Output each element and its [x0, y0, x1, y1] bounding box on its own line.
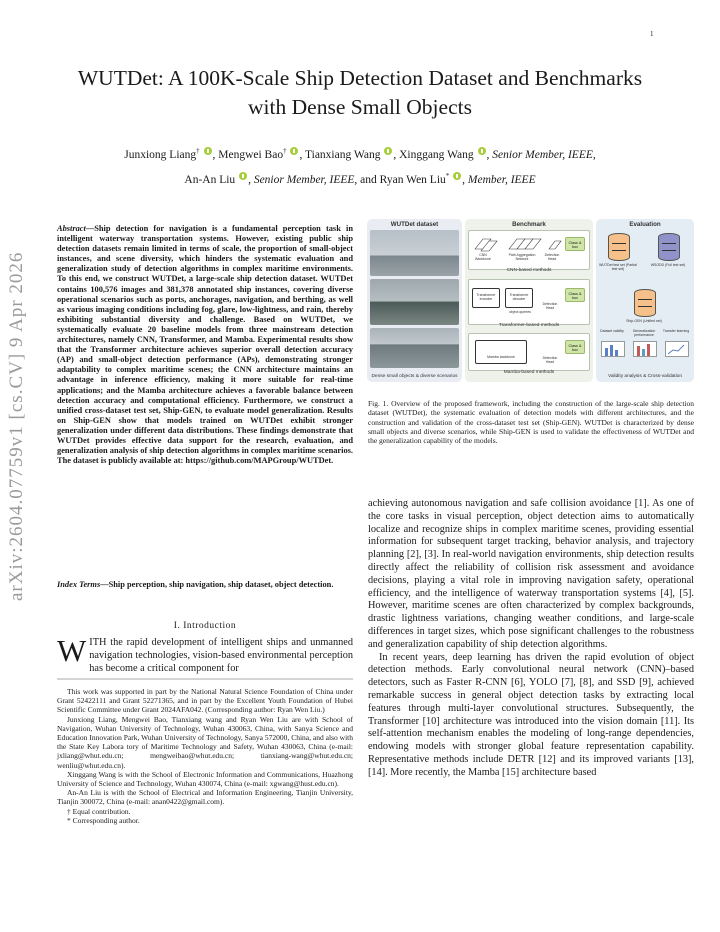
bar-chart-icon — [601, 341, 625, 357]
cnn-block: CNN Backbone Path Aggregation Network Detection Head Class & box — [468, 230, 590, 270]
abstract-text: —Ship detection for navigation is a fundamental perception task in intelligent waterway transportation systems. However, existing public ship detection datasets remain limited in terms of scale, the proportion of small-object instances, and scene diversity, which hinders the systematic evaluation and generalization study of detection algorithms in complex maritime environments. To this end, we construct WUTDet, a large-scale ship detection dataset. WUTDet contains 100,576 images and 381,378 annotated ship instances, covering diverse operational scenarios such as ports, anchorages, navigation, and berthing, as well as various imaging conditions including fog, glare, low-lightness, and rain, thereby exhibiting substantial diversity and challenge. Based on WUTDet, we systematically evaluate 20 baseline models from three mainstream detection architectures, namely CNN, Transformer, and Mamba. Experimental results show that the Transformer architecture achieves superior overall detection accuracy (AP) and small-object detection performance (APs), demonstrating stronger adaptability to complex maritime scenes; the CNN architecture maintains an advantage in inference efficiency, making it more suitable for real-time applications; and the Mamba architecture achieves a favorable balance between detection accuracy and computational efficiency. Furthermore, we construct a unified cross-dataset test set, Ship-GEN, to evaluate model generalization. Results on Ship-GEN show that models trained on WUTDet exhibit stronger generalization under different data distributions. These findings demonstrate that WUTDet provides effective data support for the research, evaluation, and generalization analysis of ship detection algorithms in complex maritime scenarios. The dataset is publicly available at: https://github.com/MAPGroup/WUTDet. — [57, 224, 353, 466]
author-2: Mengwei Bao — [218, 148, 284, 161]
intro-paragraph: In recent years, deep learning has driven the rapid evolution of object detection methods. Early convolutional neural network (CNN)–based detectors, such as Faster R-CNN [6], YOLO [7], [8], and SSD [9], achieved remarkable success in general object detection tasks by extracting local features through multi-layer convolutional structures. Subsequently, the Transformer [10] architecture was introduced into the vision domain [11]. Its self-attention mechanism enables the modeling of long-range dependencies, endowing models with stronger global feature representation capability. Representative methods include DETR [12] and its improved variants [13], [14]. More recently, the Mamba [15] architecture based — [368, 651, 694, 778]
evaluation-panel: Evaluation WUTDet test set (Partial test set) WSODD (Full test set) Ship-GEN (Unified set) Dataset validity Generalization performance Transfer learning Validity analysis & Cross-validation — [596, 219, 694, 382]
footnote-affiliation-3: An-An Liu is with the School of Electrical and Information Engineering, Tianjin University, Tianjin 300072, China (e-mail: anan0422@gmail.com). — [57, 788, 353, 807]
author-6: Ryan Wen Liu — [379, 173, 446, 186]
footnote-affiliation-1: Junxiong Liang, Mengwei Bao, Tianxiang wang and Ryan Wen Liu are with School of Navigation, Wuhan University of Technology, Wuhan 430063, China, with Sanya Science and Education Innovation Park, Wuhan University of Technology, Sanya 572000, China, and also with the State Key Labora tory of Maritime Technology and Safety, Wuhan 430063, China (e-mail: jxliang@whut.edu.cn; mengweibao@whut.edu.cn; tianxiang-wang@whut.edu.cn; wenliu@whut.edu.cn). — [57, 714, 353, 770]
author-3: Tianxiang Wang — [305, 148, 381, 161]
index-terms-label: Index Terms — [57, 580, 101, 589]
footnote-rule — [57, 678, 353, 680]
section-heading: I. Introduction — [173, 621, 237, 631]
author-4-role: Senior Member, IEEE, — [492, 148, 596, 161]
transformer-block: Transformer encoder Transformer decoder object queries Detection Head Class & box — [468, 279, 590, 325]
title-line-1: WUTDet: A 100K-Scale Ship Detection Dataset and Benchmarks — [77, 66, 643, 90]
paper-title — [60, 64, 660, 122]
ship-photo — [370, 230, 459, 276]
bar-chart-icon — [633, 341, 657, 357]
intro-right-column — [368, 498, 694, 780]
mamba-block: Mamba backbone Detection Head Class & box — [468, 333, 590, 371]
index-terms-text: —Ship perception, ship navigation, ship dataset, object detection. — [100, 580, 334, 589]
author-5: An-An Liu — [184, 173, 236, 186]
author-4: Xinggang Wang — [399, 148, 474, 161]
author-1: Junxiong Liang — [124, 148, 197, 161]
database-icon — [634, 289, 656, 317]
footnote-affiliation-2: Xinggang Wang is with the School of Electronic Information and Communications, Huazhong University of Science and Technology, Wuhan 430074, China (e-mail: xgwang@hust.edu.cn). — [57, 769, 353, 789]
footnotes — [57, 687, 353, 825]
caption-text: Overview of the proposed framework, including the construction of the large-scale ship detection dataset (WUTDet), the systematic evaluation of detection models with different architectures, and the construction and validation of the cross-dataset test set (Ship-GEN). WUTDet is characterized by dense small objects and diverse scenarios, while Ship-GEN is used to validate the effectiveness of WUTDet and the generalization capability of the models. — [368, 399, 695, 446]
database-icon — [658, 233, 680, 261]
title-line-2: with Dense Small Objects — [248, 95, 472, 119]
orcid-icon[interactable] — [239, 172, 247, 180]
orcid-icon[interactable] — [290, 147, 298, 155]
figure-caption — [368, 399, 694, 445]
database-icon — [608, 233, 630, 261]
benchmark-panel: Benchmark CNN Backbone Path Aggregation Network Detection Head Class & box CNN-based methods Transformer encoder Transformer decoder object queries Detection Head Class & box Transformer-based methods Mamba backbone Detection Head Class & box Mamba-based methods — [465, 219, 593, 382]
intro-left-paragraph: WITH the rapid development of intelligent ships and unmanned navigation technologies, vision-based environmental perception has become a critical component for — [57, 633, 353, 674]
cnn-diagram-icon — [473, 235, 563, 253]
ship-photo — [370, 328, 459, 368]
figure-1 — [367, 219, 694, 382]
footnote-corresponding: * Corresponding author. — [67, 815, 140, 825]
dataset-panel: WUTDet dataset Dense small objects & diverse scenarios — [367, 219, 462, 382]
caption-label: Fig. 1. — [368, 399, 389, 408]
arxiv-identifier: arXiv:2604.07759v1 [cs.CV] 9 Apr 2026 — [6, 251, 27, 601]
footnote-funding: This work was supported in part by the National Natural Science Foundation of China under Grant 52422111 and Grant 52271365, and in part by the Excellent Youth Foundation of Hubei Scientific Committee under Grant 2024AFA042. (Corresponding author: Ryan Wen Liu.) — [57, 687, 353, 715]
drop-cap: W — [57, 633, 87, 668]
page-number: 1 — [650, 30, 654, 38]
orcid-icon[interactable] — [453, 172, 461, 180]
index-terms — [57, 580, 353, 590]
abstract-label: Abstract — [57, 224, 86, 233]
footnote-equal-contribution: † Equal contribution. — [67, 806, 131, 816]
orcid-icon[interactable] — [204, 147, 212, 155]
author-6-role: Member, IEEE — [467, 173, 536, 186]
line-chart-icon — [665, 341, 689, 357]
orcid-icon[interactable] — [478, 147, 486, 155]
abstract — [57, 224, 353, 466]
author-list: Junxiong Liang† , Mengwei Bao† , Tianxiang Wang , Xinggang Wang , Senior Member, IEEE, An-An Liu , Senior Member, IEEE, and Ryan Wen Liu* , Member, IEEE — [124, 147, 596, 186]
intro-paragraph: achieving autonomous navigation and safe collision avoidance [1]. As one of the core tasks in visual perception, object detection aims to automatically localize and recognize ships in complex maritime scenes, providing essential information for subsequent target tracking, behavior analysis, and trajectory planning [2], [3]. In real-world navigation environments, ship detection results directly affect the reliability of collision risk assessment and avoidance decisions, playing a vital role in improving navigation safety, operational efficiency, and the intelligence of waterway transportation systems [4], [5]. However, maritime scenes are often characterized by complex backgrounds, drastic lightness variations, changing weather conditions, and large-scale differences in target sizes, which pose significant challenges to the robustness and generalization capability of ship detection algorithms. — [368, 498, 694, 650]
ship-photo — [370, 279, 459, 325]
author-5-role: Senior Member, IEEE, — [253, 173, 358, 186]
orcid-icon[interactable] — [384, 147, 392, 155]
